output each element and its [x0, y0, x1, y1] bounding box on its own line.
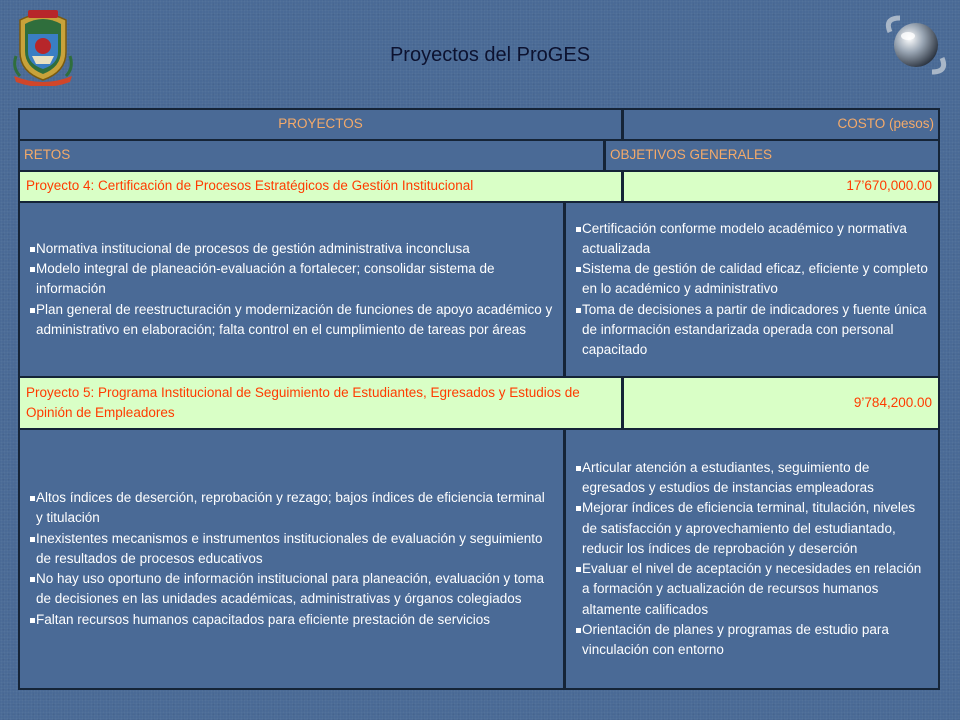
- project-4-cost: 17’670,000.00: [624, 172, 938, 201]
- list-item: Plan general de reestructuración y modernización de funciones de apoyo académico y administrativo en elaboración; falta control en el cumplimiento de tareas por áreas: [30, 300, 555, 341]
- list-item: Mejorar índices de eficiencia terminal, titulación, niveles de satisfacción y aprovechamiento del estudiantado, reducir los índices de reprobación y deserción: [576, 498, 930, 559]
- list-item: Inexistentes mecanismos e instrumentos institucionales de evaluación y seguimiento de resultados de procesos educativos: [30, 529, 555, 570]
- page-title: Proyectos del ProGES: [389, 44, 591, 66]
- list-item: Toma de decisiones a partir de indicadores y fuente única de información estandarizada operada con personal capacitado: [576, 300, 930, 361]
- project-5-objetivos: [566, 430, 938, 688]
- list-item: Faltan recursos humanos capacitados para eficiente prestación de servicios: [30, 610, 555, 630]
- header-proyectos: PROYECTOS: [20, 110, 621, 139]
- list-item: Altos índices de deserción, reprobación y rezago; bajos índices de eficiencia terminal y titulación: [30, 488, 555, 529]
- list-item: Articular atención a estudiantes, seguimiento de egresados y estudios de instancias empleadoras: [576, 458, 930, 499]
- project-4-retos: [20, 203, 563, 376]
- list-item: Certificación conforme modelo académico y normativa actualizada: [576, 219, 930, 260]
- project-5-cost: 9’784,200.00: [624, 378, 938, 428]
- projects-table: [18, 108, 940, 690]
- list-item: Orientación de planes y programas de estudio para vinculación con entorno: [576, 620, 930, 661]
- list-item: Normativa institucional de procesos de gestión administrativa inconclusa: [30, 239, 555, 259]
- project-5-name: Proyecto 5: Programa Institucional de Seguimiento de Estudiantes, Egresados y Estudios de Opinión de Empleadores: [20, 378, 621, 428]
- header-objetivos: OBJETIVOS GENERALES: [606, 141, 938, 170]
- project-4-objetivos: [566, 203, 938, 376]
- header-costo: COSTO (pesos): [624, 110, 938, 139]
- header-retos: RETOS: [20, 141, 603, 170]
- project-4-name: Proyecto 4: Certificación de Procesos Estratégicos de Gestión Institucional: [20, 172, 621, 201]
- project-5-retos: [20, 430, 563, 688]
- list-item: Evaluar el nivel de aceptación y necesidades en relación a formación y actualización de recursos humanos altamente calificados: [576, 559, 930, 620]
- list-item: Sistema de gestión de calidad eficaz, eficiente y completo en lo académico y administrativo: [576, 259, 930, 300]
- list-item: Modelo integral de planeación-evaluación a fortalecer; consolidar sistema de información: [30, 259, 555, 300]
- list-item: No hay uso oportuno de información institucional para planeación, evaluación y toma de decisiones en las unidades académicas, administrativas y órganos colegiados: [30, 569, 555, 610]
